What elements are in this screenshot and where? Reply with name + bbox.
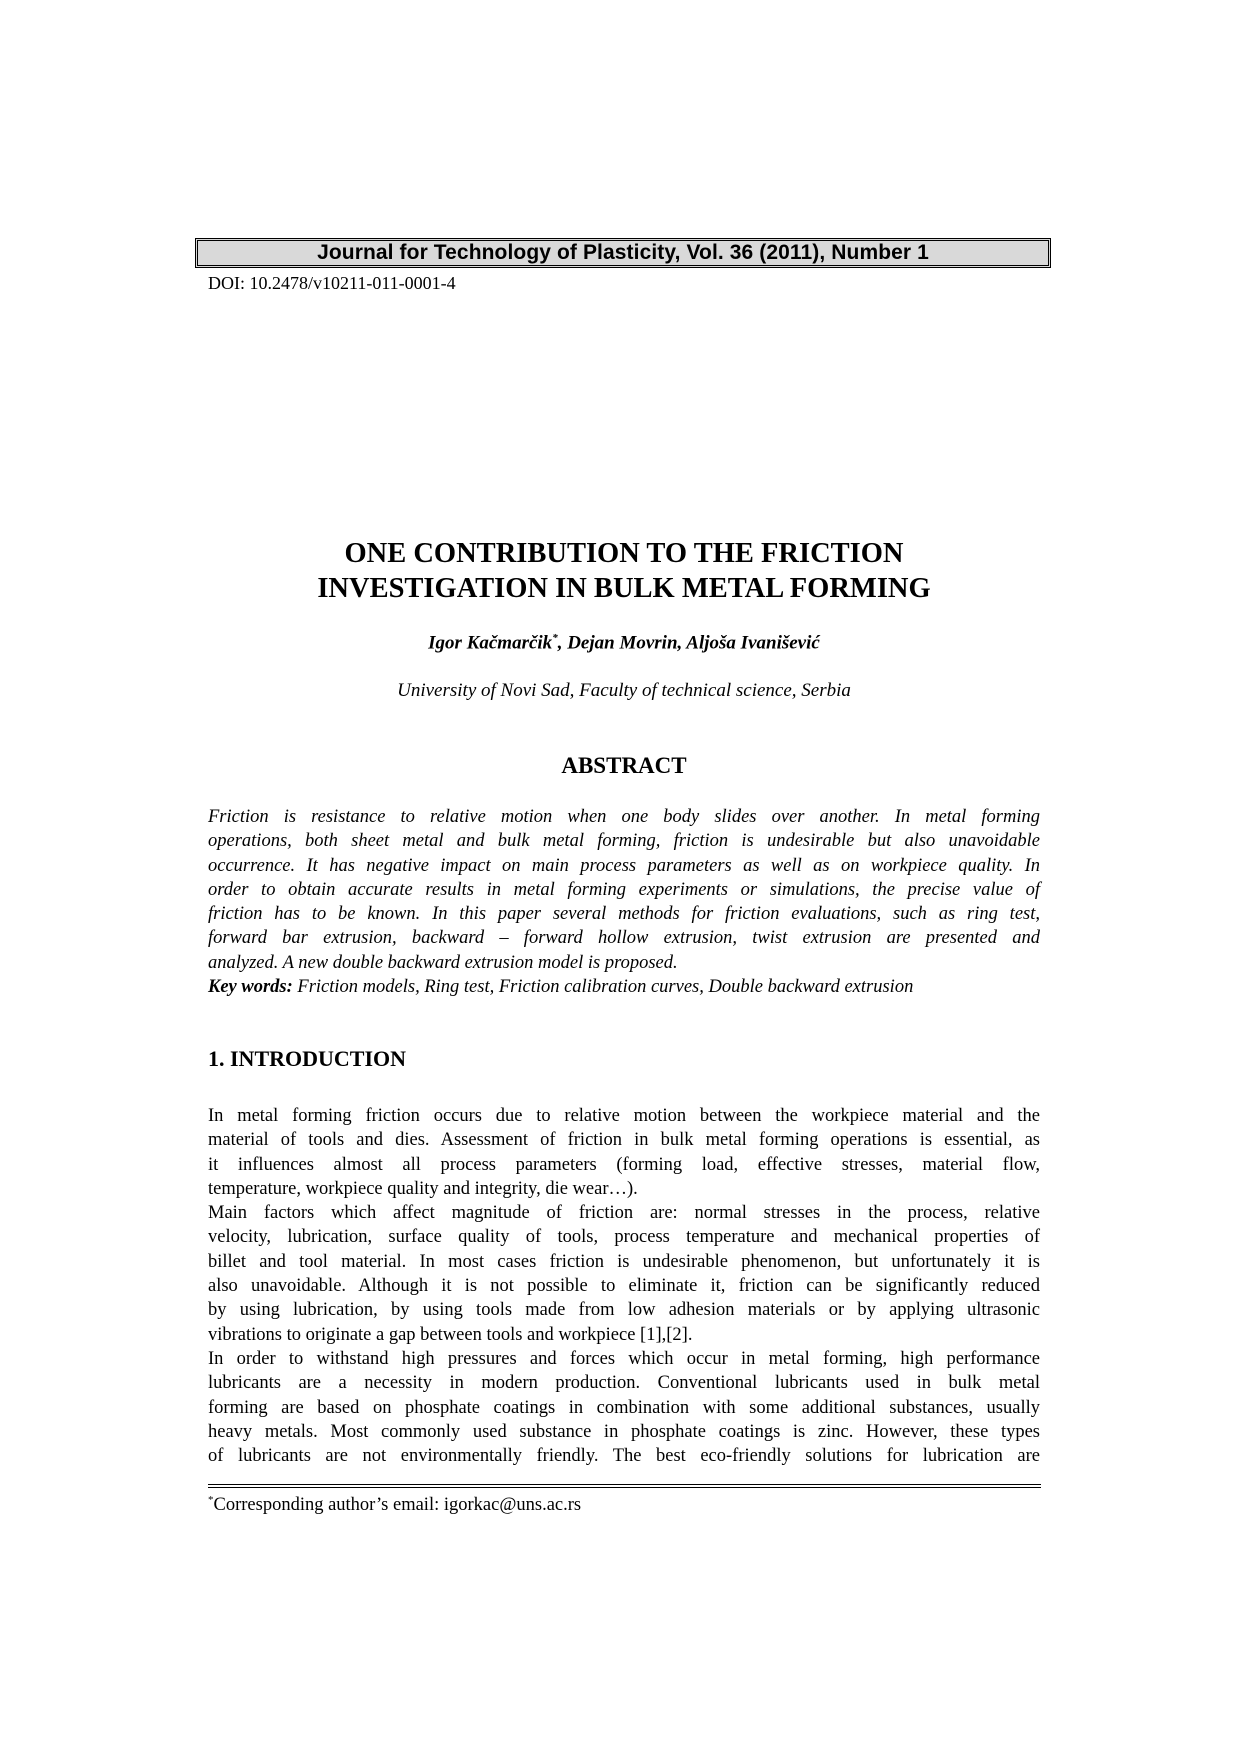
paper-title [208,536,1040,606]
intro-line: forming are based on phosphate coatings in combination with some additional substances, usually [208,1397,1040,1418]
abstract-line: analyzed. A new double backward extrusion model is proposed. [208,952,678,973]
footnote-rule [208,1484,1041,1488]
footnote [208,1494,581,1516]
intro-line: by using lubrication, by using tools made from low adhesion materials or by applying ultrasonic [208,1300,1040,1321]
intro-line: lubricants are a necessity in modern production. Conventional lubricants used in bulk metal [208,1373,1040,1394]
corresponding-mark: * [552,632,558,644]
paper-title-line-2: INVESTIGATION IN BULK METAL FORMING [317,573,931,604]
intro-line: temperature, workpiece quality and integrity, die wear…). [208,1178,638,1199]
intro-line: material of tools and dies. Assessment of friction in bulk metal forming operations is essential, as [208,1130,1040,1151]
introduction-body [208,1104,1040,1468]
abstract-line: operations, both sheet metal and bulk metal forming, friction is undesirable but also unavoidable [208,831,1040,852]
affiliation: University of Novi Sad, Faculty of technical science, Serbia [397,680,851,701]
abstract-body [208,805,1040,999]
paper-title-line-1: ONE CONTRIBUTION TO THE FRICTION [344,538,904,569]
keywords-text: Friction models, Ring test, Friction calibration curves, Double backward extrusion [292,977,914,998]
intro-line: it influences almost all process parameters (forming load, effective stresses, material flow, [208,1154,1040,1175]
section-heading-introduction: 1. INTRODUCTION [208,1046,407,1071]
intro-line: Main factors which affect magnitude of friction are: normal stresses in the process, relative [208,1203,1040,1224]
abstract-line: forward bar extrusion, backward – forward hollow extrusion, twist extrusion are presented and [208,928,1040,949]
intro-line: heavy metals. Most commonly used substance in phosphate coatings is zinc. However, these types [208,1421,1040,1442]
abstract-line: friction has to be known. In this paper several methods for friction evaluations, such as ring test, [208,904,1040,925]
abstract-line: occurrence. It has negative impact on main process parameters as well as on workpiece quality. In [208,855,1040,876]
intro-line: also unavoidable. Although it is not possible to eliminate it, friction can be significantly reduced [208,1276,1040,1297]
keywords [208,975,1040,999]
intro-line: In order to withstand high pressures and forces which occur in metal forming, high performance [208,1348,1040,1369]
abstract-line: order to obtain accurate results in metal forming experiments or simulations, the precise value of [208,879,1040,900]
footnote-text: Corresponding author’s email: igorkac@uns.ac.rs [213,1495,582,1516]
intro-line: In metal forming friction occurs due to relative motion between the workpiece material and the [208,1106,1040,1126]
journal-title: Journal for Technology of Plasticity, Vol. 36 (2011), Number 1 [317,241,929,264]
intro-line: vibrations to originate a gap between tools and workpiece [1],[2]. [208,1324,693,1345]
abstract-heading: ABSTRACT [561,753,687,778]
abstract-line: Friction is resistance to relative motion when one body slides over another. In metal forming [208,807,1040,827]
author-first: Igor Kačmarčik [428,632,553,654]
doi: DOI: 10.2478/v10211-011-0001-4 [208,273,456,293]
intro-line: billet and tool material. In most cases friction is undesirable phenomenon, but unfortunately it is [208,1251,1040,1272]
journal-header-bar [195,238,1051,268]
keywords-label: Key words: [208,977,293,998]
intro-line: of lubricants are not environmentally friendly. The best eco-friendly solutions for lubrication are [208,1446,1040,1467]
author-rest: , Dejan Movrin, Aljoša Ivanišević [557,632,820,654]
footnote-mark: * [208,1494,214,1506]
authors [208,632,1040,654]
intro-line: velocity, lubrication, surface quality of tools, process temperature and mechanical properties of [208,1227,1040,1248]
